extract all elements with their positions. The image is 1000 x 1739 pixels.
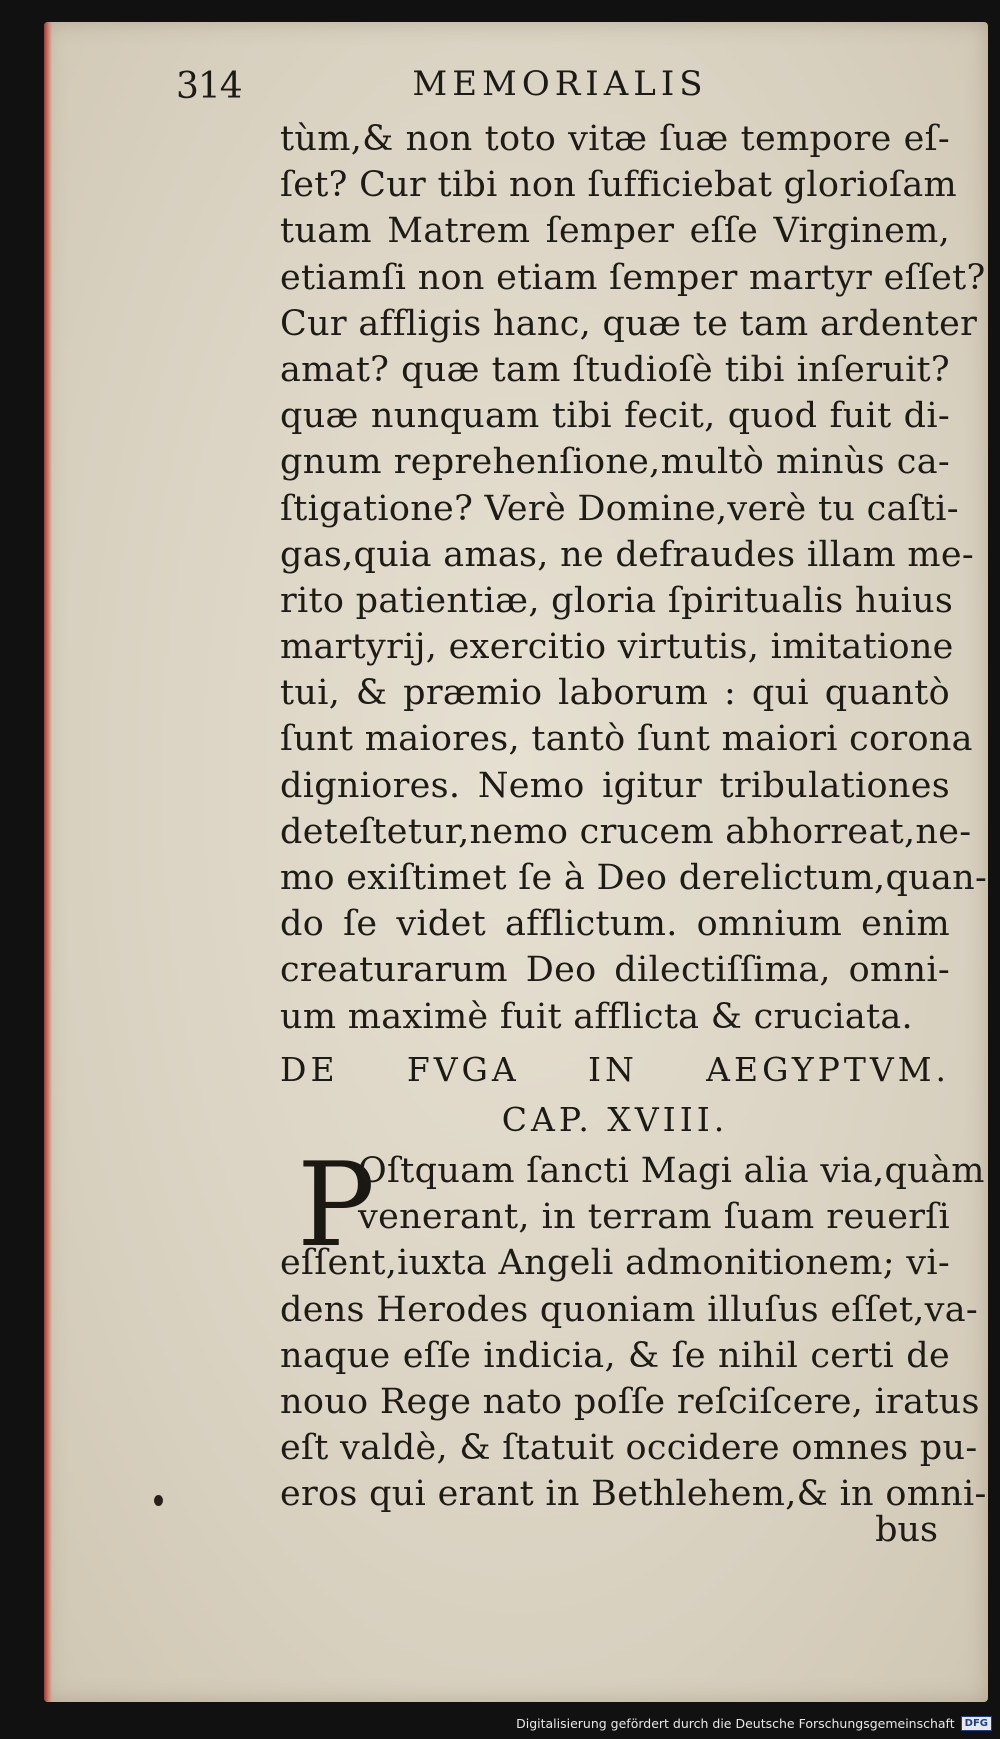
text-line: Cur affligis hanc, quæ te tam ardenter xyxy=(280,303,978,344)
text-line: ſet? Cur tibi non ſufficiebat glorioſam xyxy=(280,165,958,206)
text-line: do ſe videt afflictum. omnium enim xyxy=(280,904,950,945)
text-line: tui, & præmio laborum : qui quantò xyxy=(280,673,950,714)
text-line: Oſtquam ſancti Magi alia via,quàm xyxy=(358,1151,985,1191)
chapter-title: DE FVGA IN AEGYPTVM. xyxy=(280,1050,950,1089)
ink-spot xyxy=(154,1495,163,1506)
text-line: tùm,& non toto vitæ ſuæ tempore eſ- xyxy=(280,119,950,159)
chapter-heading xyxy=(280,1045,950,1145)
text-line: um maximè fuit afflicta & cruciata. xyxy=(280,996,913,1037)
text-line: creaturarum Deo dilectiſſima, omni- xyxy=(280,950,950,991)
text-line: mo exiſtimet ſe à Deo derelictum,quan- xyxy=(280,858,988,898)
text-line: amat? quæ tam ſtudioſè tibi inſeruit? xyxy=(280,349,950,390)
text-line: eſt valdè, & ſtatuit occidere omnes pu- xyxy=(280,1428,978,1469)
paragraph-1 xyxy=(280,116,988,1040)
text-line: digniores. Nemo igitur tribulationes xyxy=(280,765,950,806)
page-number: 314 xyxy=(176,66,242,107)
text-line: martyrij, exercitio virtutis, imitatione xyxy=(280,627,954,668)
funding-credit: Digitalisierung gefördert durch die Deutsche Forschungsgemeinschaft xyxy=(516,1715,955,1731)
text-line: venerant, in terram ſuam reuerſi xyxy=(358,1197,950,1238)
text-line: quæ nunquam tibi fecit, quod fuit di- xyxy=(280,396,950,437)
text-line: ſtigatione? Verè Domine,verè tu caſti- xyxy=(280,488,959,529)
text-line: eros qui erant in Bethlehem,& in omni- xyxy=(280,1474,987,1515)
paragraph-2 xyxy=(280,1138,987,1518)
dfg-logo-icon: DFG xyxy=(961,1716,992,1731)
running-head: MEMORIALIS xyxy=(412,64,708,104)
text-line: gnum reprehenſione,multò minùs ca- xyxy=(280,442,950,483)
text-line: deteſtetur,nemo crucem abhorreat,ne- xyxy=(280,811,972,852)
chapter-number: CAP. XVIII. xyxy=(501,1100,729,1139)
text-line: nouo Rege nato poſſe reſciſcere, iratus xyxy=(280,1381,980,1422)
drop-cap: P xyxy=(297,1138,376,1273)
text-line: etiamſi non etiam ſemper martyr eſſet? xyxy=(280,257,986,298)
text-line: gas,quia amas, ne defraudes illam me- xyxy=(280,534,975,575)
footer xyxy=(0,1711,1000,1735)
text-line: dens Herodes quoniam illuſus eſſet,va- xyxy=(280,1289,979,1330)
text-line: rito patientiæ, gloria ſpiritualis huius xyxy=(280,580,954,621)
text-line: naque eſſe indicia, & ſe nihil certi de xyxy=(280,1335,950,1376)
text-line: eſſent,iuxta Angeli admonitionem; vi- xyxy=(280,1243,950,1284)
catchword: bus xyxy=(875,1510,938,1550)
text-line: tuam Matrem ſemper eſſe Virginem, xyxy=(280,211,950,252)
text-line: ſunt maiores, tantò ſunt maiori corona xyxy=(280,719,973,760)
